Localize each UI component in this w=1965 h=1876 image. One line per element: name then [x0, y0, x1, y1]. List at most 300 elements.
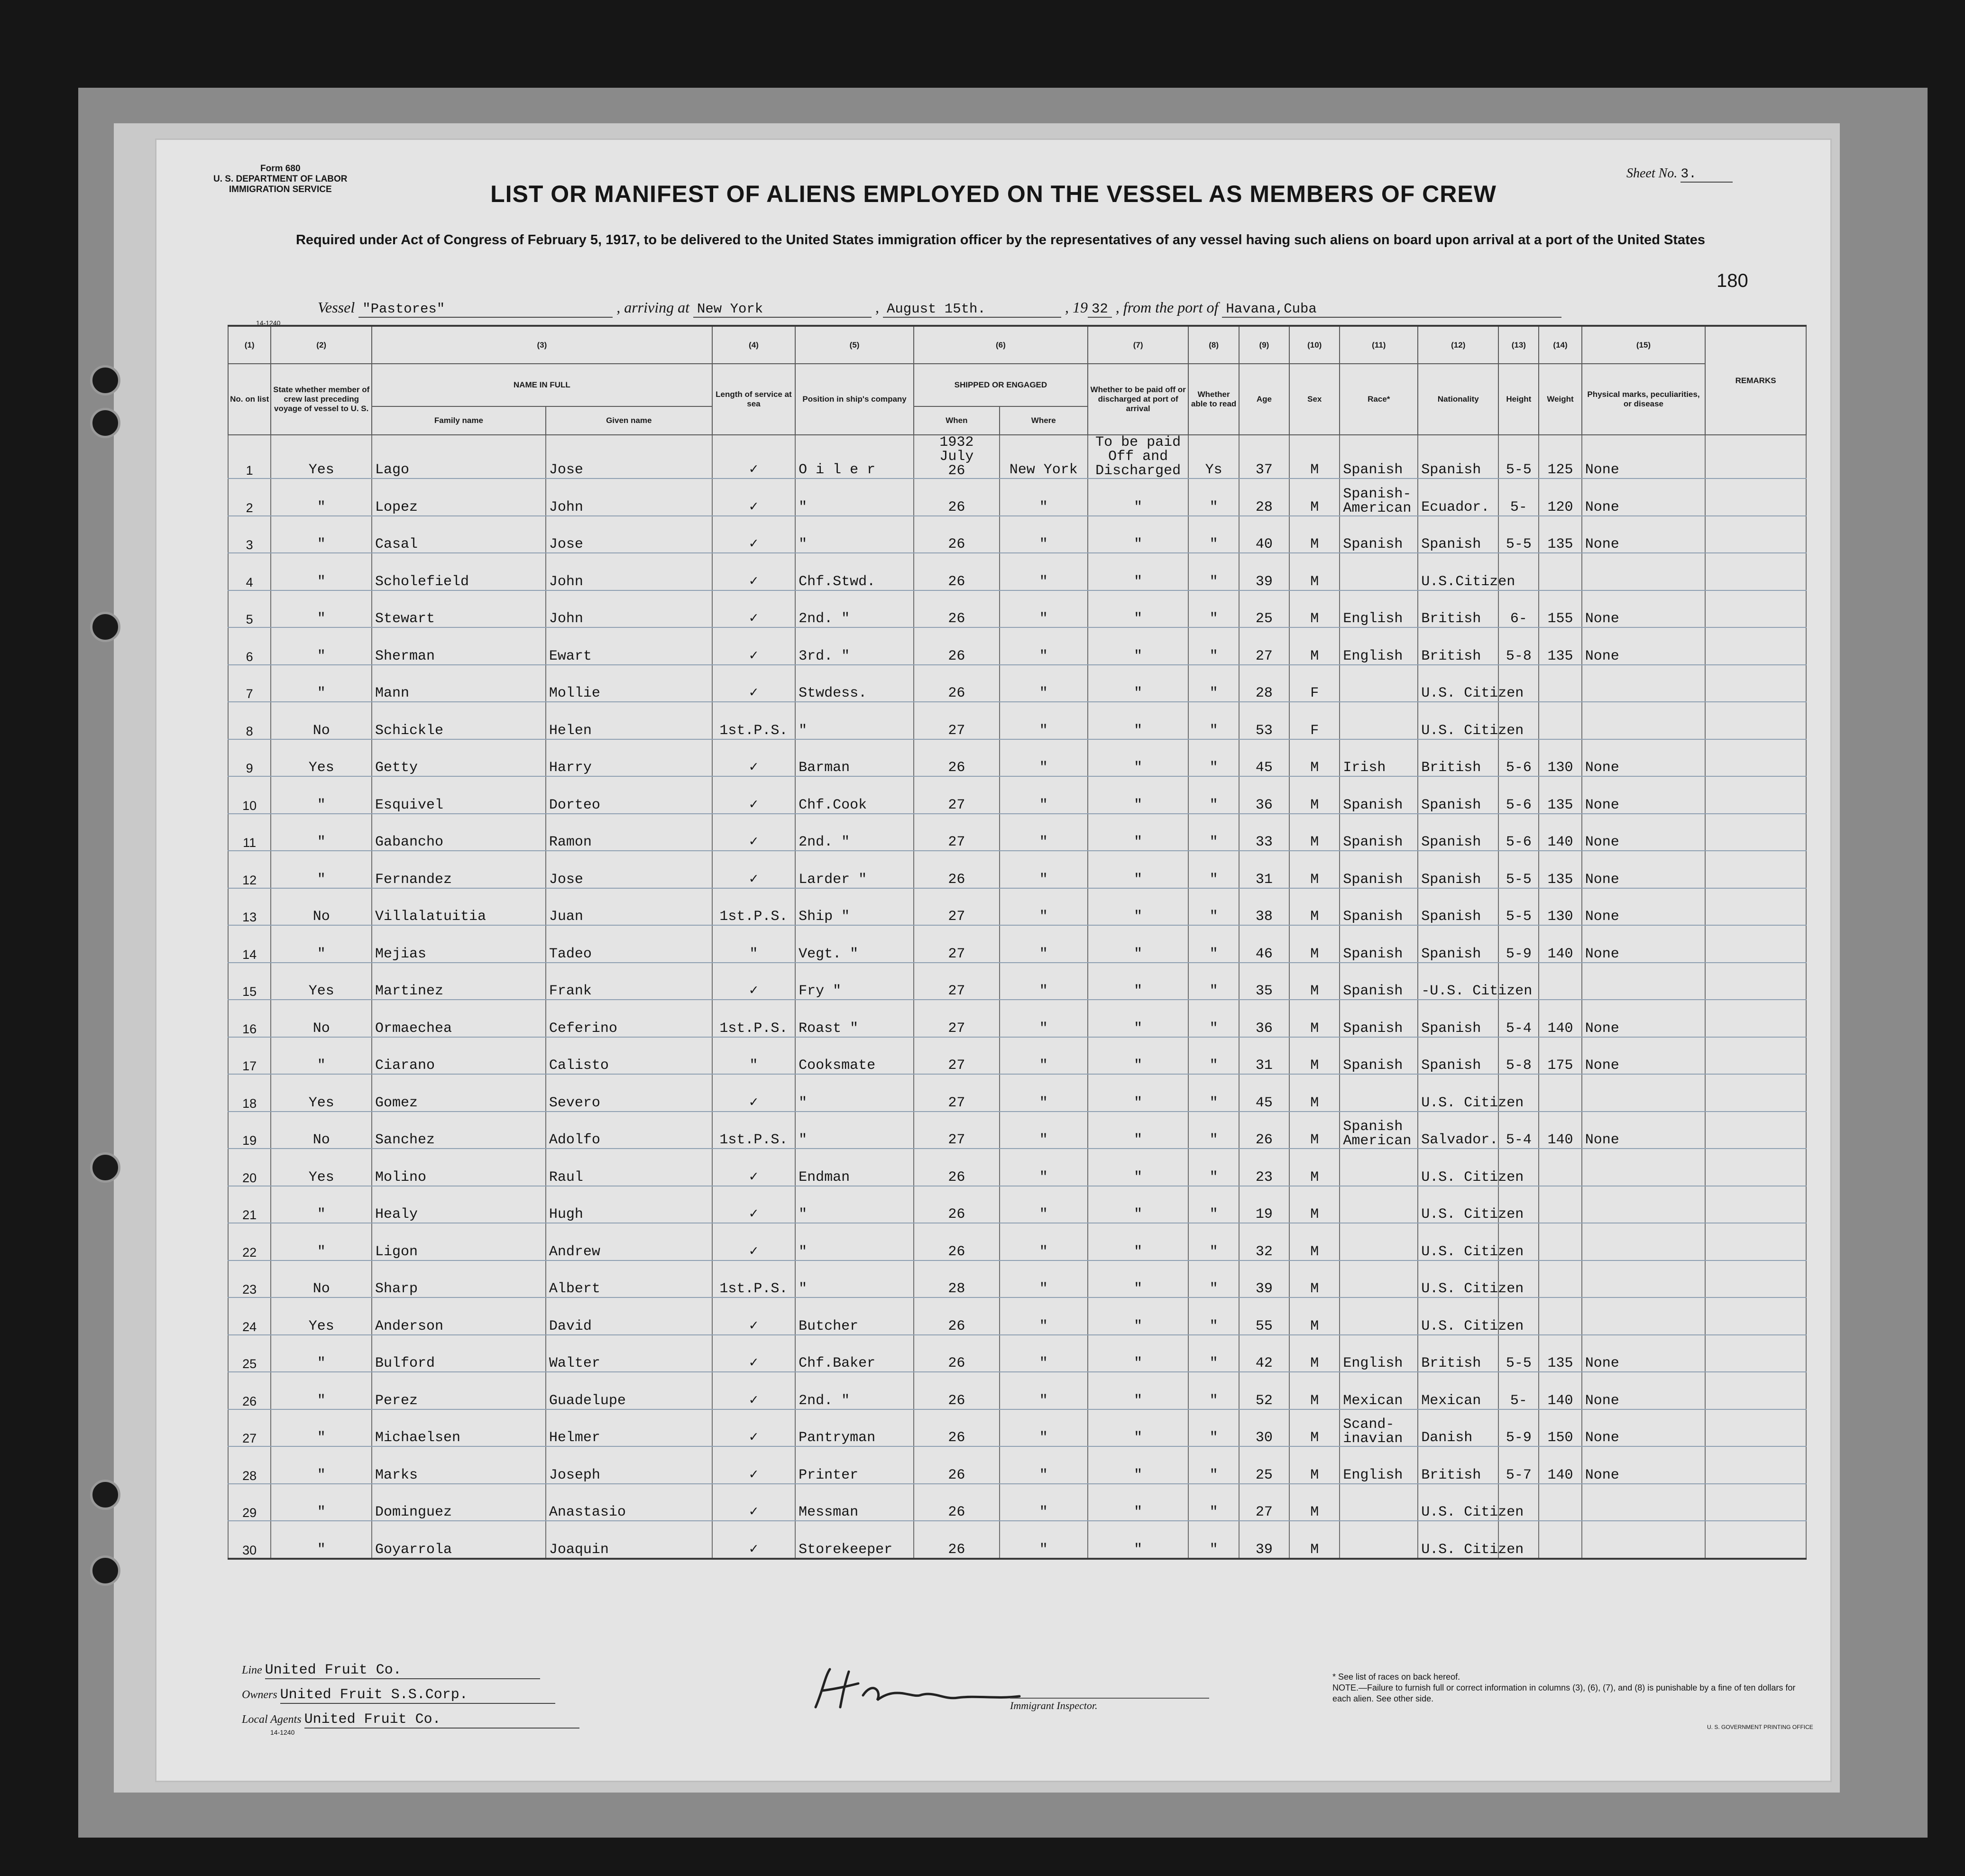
table-row: [228, 1297, 1806, 1335]
cell-paid-off: ": [1088, 925, 1189, 963]
cell-sex: M: [1289, 851, 1340, 888]
year-prefix: 19: [1072, 299, 1088, 316]
cell-prev-voyage: No: [271, 888, 372, 926]
cell-given-name: John: [546, 553, 712, 590]
cell-remarks: [1705, 1074, 1806, 1112]
service-name: IMMIGRATION SERVICE: [229, 184, 332, 194]
arrival-year: 32: [1088, 301, 1112, 318]
cell-age: 31: [1239, 1037, 1289, 1075]
cell-length-service: ✓: [712, 435, 795, 478]
cell-prev-voyage: No: [271, 702, 372, 739]
cell-given-name: Severo: [546, 1074, 712, 1112]
cell-shipped-where: ": [1000, 553, 1088, 590]
sheet-number-value: 3.: [1680, 167, 1733, 183]
cell-able-read: Ys: [1188, 435, 1239, 478]
cell-physical-marks: None: [1582, 814, 1705, 851]
inspector-signature: [797, 1662, 1043, 1714]
cell-race: Spanish- American: [1340, 478, 1418, 516]
cell-length-service: 1st.P.S.: [712, 1000, 795, 1037]
cell-family-name: Molino: [372, 1149, 546, 1186]
footer-owners: [242, 1687, 555, 1704]
inspector-label: Immigrant Inspector.: [1010, 1698, 1209, 1712]
cell-shipped-where: ": [1000, 478, 1088, 516]
cell-race: [1340, 1223, 1418, 1260]
cell-nationality: British: [1418, 739, 1498, 777]
cell-paid-off: ": [1088, 553, 1189, 590]
cell-length-service: ✓: [712, 516, 795, 553]
table-row: [228, 1260, 1806, 1298]
cell-length-service: ✓: [712, 1186, 795, 1223]
cell-physical-marks: None: [1582, 1335, 1705, 1372]
note-fine: NOTE.—Failure to furnish full or correct information in columns (3), (6), (7), and (8) is punishable by a fine of ten dollars for each alien. See other side.: [1332, 1683, 1796, 1703]
cell-paid-off: ": [1088, 888, 1189, 926]
cell-position: Printer: [795, 1446, 914, 1484]
cell-physical-marks: None: [1582, 516, 1705, 553]
cell-weight: 140: [1539, 1000, 1581, 1037]
cell-prev-voyage: ": [271, 478, 372, 516]
cell-nationality: British: [1418, 627, 1498, 665]
cell-position: 3rd. ": [795, 627, 914, 665]
cell-prev-voyage: ": [271, 1186, 372, 1223]
cell-paid-off: ": [1088, 1074, 1189, 1112]
cell-given-name: John: [546, 478, 712, 516]
cell-shipped-when: 26: [914, 1372, 1000, 1409]
cell-sex: M: [1289, 1297, 1340, 1335]
cell-shipped-when: 27: [914, 702, 1000, 739]
cell-given-name: Mollie: [546, 665, 712, 702]
cell-weight: [1539, 1074, 1581, 1112]
cell-able-read: ": [1188, 665, 1239, 702]
col-num-3: (3): [372, 326, 712, 364]
cell-row-number: 30: [228, 1521, 271, 1559]
cell-row-number: 16: [228, 1000, 271, 1037]
cell-race: [1340, 1074, 1418, 1112]
cell-family-name: Ligon: [372, 1223, 546, 1260]
crew-rows: [228, 435, 1806, 1559]
cell-physical-marks: None: [1582, 435, 1705, 478]
cell-family-name: Lago: [372, 435, 546, 478]
cell-family-name: Goyarrola: [372, 1521, 546, 1559]
cell-age: 53: [1239, 702, 1289, 739]
cell-shipped-where: ": [1000, 1521, 1088, 1559]
cell-row-number: 28: [228, 1446, 271, 1484]
cell-able-read: ": [1188, 1037, 1239, 1075]
cell-able-read: ": [1188, 1297, 1239, 1335]
cell-shipped-where: ": [1000, 1409, 1088, 1447]
cell-able-read: ": [1188, 590, 1239, 628]
cell-prev-voyage: ": [271, 1372, 372, 1409]
cell-length-service: 1st.P.S.: [712, 702, 795, 739]
cell-shipped-where: ": [1000, 1149, 1088, 1186]
cell-nationality: Spanish: [1418, 776, 1498, 814]
col-position: Position in ship's company: [795, 364, 914, 435]
cell-paid-off: ": [1088, 1000, 1189, 1037]
cell-age: 45: [1239, 1074, 1289, 1112]
cell-height: 5-5: [1498, 1335, 1539, 1372]
cell-shipped-where: ": [1000, 516, 1088, 553]
cell-nationality: British: [1418, 590, 1498, 628]
cell-prev-voyage: Yes: [271, 1149, 372, 1186]
cell-sex: M: [1289, 814, 1340, 851]
cell-height: 5-: [1498, 1372, 1539, 1409]
cell-prev-voyage: ": [271, 590, 372, 628]
cell-given-name: Walter: [546, 1335, 712, 1372]
cell-prev-voyage: ": [271, 1037, 372, 1075]
cell-position: ": [795, 1074, 914, 1112]
cell-sex: M: [1289, 1372, 1340, 1409]
cell-prev-voyage: No: [271, 1260, 372, 1298]
cell-able-read: ": [1188, 1446, 1239, 1484]
cell-age: 52: [1239, 1372, 1289, 1409]
cell-sex: M: [1289, 1484, 1340, 1521]
cell-physical-marks: None: [1582, 739, 1705, 777]
cell-paid-off: ": [1088, 1149, 1189, 1186]
cell-nationality: U.S. Citizen: [1418, 665, 1498, 702]
cell-remarks: [1705, 963, 1806, 1000]
cell-weight: 140: [1539, 1372, 1581, 1409]
table-row: [228, 1149, 1806, 1186]
cell-physical-marks: None: [1582, 1372, 1705, 1409]
cell-paid-off: ": [1088, 627, 1189, 665]
cell-shipped-when: 26: [914, 1446, 1000, 1484]
cell-given-name: Joaquin: [546, 1521, 712, 1559]
cell-nationality: U.S.Citizen: [1418, 553, 1498, 590]
cell-row-number: 22: [228, 1223, 271, 1260]
cell-able-read: ": [1188, 925, 1239, 963]
cell-shipped-when: 27: [914, 776, 1000, 814]
cell-shipped-when: 26: [914, 478, 1000, 516]
cell-race: Spanish: [1340, 435, 1418, 478]
cell-position: Chf.Cook: [795, 776, 914, 814]
table-row: [228, 814, 1806, 851]
cell-shipped-when: 27: [914, 814, 1000, 851]
cell-physical-marks: [1582, 963, 1705, 1000]
cell-shipped-where: ": [1000, 776, 1088, 814]
cell-family-name: Schickle: [372, 702, 546, 739]
cell-length-service: ": [712, 925, 795, 963]
cell-age: 25: [1239, 590, 1289, 628]
cell-physical-marks: [1582, 553, 1705, 590]
cell-shipped-when: 27: [914, 1074, 1000, 1112]
cell-family-name: Anderson: [372, 1297, 546, 1335]
cell-length-service: 1st.P.S.: [712, 888, 795, 926]
cell-age: 39: [1239, 1521, 1289, 1559]
cell-position: Endman: [795, 1149, 914, 1186]
cell-length-service: ✓: [712, 814, 795, 851]
cell-weight: [1539, 1186, 1581, 1223]
cell-row-number: 12: [228, 851, 271, 888]
table-row: [228, 1186, 1806, 1223]
cell-shipped-when: 26: [914, 1223, 1000, 1260]
cell-race: [1340, 1521, 1418, 1559]
table-row: [228, 963, 1806, 1000]
col-length-service: Length of service at sea: [712, 364, 795, 435]
cell-family-name: Lopez: [372, 478, 546, 516]
cell-paid-off: ": [1088, 1409, 1189, 1447]
cell-shipped-when: 26: [914, 553, 1000, 590]
cell-paid-off: ": [1088, 702, 1189, 739]
cell-age: 35: [1239, 963, 1289, 1000]
cell-shipped-where: ": [1000, 1112, 1088, 1149]
cell-height: 5-4: [1498, 1112, 1539, 1149]
cell-family-name: Sharp: [372, 1260, 546, 1298]
cell-physical-marks: [1582, 1521, 1705, 1559]
cell-sex: M: [1289, 1037, 1340, 1075]
cell-nationality: Spanish: [1418, 851, 1498, 888]
table-row: [228, 1409, 1806, 1447]
cell-age: 25: [1239, 1446, 1289, 1484]
cell-able-read: ": [1188, 888, 1239, 926]
cell-given-name: Helen: [546, 702, 712, 739]
cell-remarks: [1705, 925, 1806, 963]
cell-row-number: 6: [228, 627, 271, 665]
agents-form-code: 14-1240: [270, 1729, 295, 1736]
col-paid-off: Whether to be paid off or discharged at port of arrival: [1088, 364, 1189, 435]
cell-prev-voyage: No: [271, 1112, 372, 1149]
form-number: Form 680: [260, 164, 301, 174]
cell-weight: 140: [1539, 1112, 1581, 1149]
col-where: Where: [1000, 406, 1088, 435]
table-row: [228, 478, 1806, 516]
cell-prev-voyage: Yes: [271, 435, 372, 478]
cell-family-name: Stewart: [372, 590, 546, 628]
cell-physical-marks: None: [1582, 851, 1705, 888]
cell-family-name: Sanchez: [372, 1112, 546, 1149]
cell-prev-voyage: Yes: [271, 739, 372, 777]
cell-shipped-when: 26: [914, 627, 1000, 665]
cell-height: 5-: [1498, 478, 1539, 516]
page-subtitle: Required under Act of Congress of February 5, 1917, to be delivered to the United States immigration officer by the representatives of any vessel having such aliens on board upon arrival at a port of the United States: [295, 232, 1706, 248]
cell-shipped-when: 26: [914, 1297, 1000, 1335]
agents-label: Local Agents: [242, 1713, 302, 1726]
col-num-5: (5): [795, 326, 914, 364]
cell-paid-off: ": [1088, 1112, 1189, 1149]
cell-position: 2nd. ": [795, 590, 914, 628]
cell-row-number: 10: [228, 776, 271, 814]
cell-height: 5-5: [1498, 888, 1539, 926]
cell-position: Cooksmate: [795, 1037, 914, 1075]
cell-weight: [1539, 1260, 1581, 1298]
cell-nationality: U.S. Citizen: [1418, 1484, 1498, 1521]
table-row: [228, 665, 1806, 702]
col-num-13: (13): [1498, 326, 1539, 364]
cell-weight: 155: [1539, 590, 1581, 628]
cell-race: Spanish American: [1340, 1112, 1418, 1149]
cell-row-number: 27: [228, 1409, 271, 1447]
cell-able-read: ": [1188, 516, 1239, 553]
cell-weight: 125: [1539, 435, 1581, 478]
cell-age: 26: [1239, 1112, 1289, 1149]
cell-physical-marks: None: [1582, 1000, 1705, 1037]
cell-race: Spanish: [1340, 776, 1418, 814]
cell-position: Roast ": [795, 1000, 914, 1037]
cell-length-service: 1st.P.S.: [712, 1260, 795, 1298]
cell-shipped-where: ": [1000, 1335, 1088, 1372]
cell-given-name: Anastasio: [546, 1484, 712, 1521]
cell-family-name: Healy: [372, 1186, 546, 1223]
cell-row-number: 3: [228, 516, 271, 553]
page-number: 180: [1717, 270, 1748, 291]
cell-paid-off: ": [1088, 1260, 1189, 1298]
cell-physical-marks: None: [1582, 1409, 1705, 1447]
cell-weight: 150: [1539, 1409, 1581, 1447]
cell-sex: M: [1289, 1335, 1340, 1372]
cell-shipped-where: ": [1000, 1484, 1088, 1521]
cell-able-read: ": [1188, 1335, 1239, 1372]
cell-prev-voyage: ": [271, 665, 372, 702]
cell-prev-voyage: No: [271, 1000, 372, 1037]
col-prev-voyage: State whether member of crew last preceding voyage of vessel to U. S.: [271, 364, 372, 435]
cell-length-service: ✓: [712, 776, 795, 814]
cell-able-read: ": [1188, 851, 1239, 888]
cell-family-name: Perez: [372, 1372, 546, 1409]
cell-nationality: U.S. Citizen: [1418, 1223, 1498, 1260]
cell-able-read: ": [1188, 1186, 1239, 1223]
cell-shipped-when: 27: [914, 925, 1000, 963]
cell-weight: 135: [1539, 1335, 1581, 1372]
cell-shipped-when: 26: [914, 665, 1000, 702]
cell-nationality: -U.S. Citizen: [1418, 963, 1498, 1000]
col-no-on-list: No. on list: [228, 364, 271, 435]
cell-row-number: 13: [228, 888, 271, 926]
cell-family-name: Fernandez: [372, 851, 546, 888]
cell-shipped-when: 27: [914, 1112, 1000, 1149]
cell-prev-voyage: ": [271, 1409, 372, 1447]
cell-race: Spanish: [1340, 516, 1418, 553]
cell-weight: 135: [1539, 627, 1581, 665]
cell-physical-marks: [1582, 1223, 1705, 1260]
cell-given-name: Jose: [546, 435, 712, 478]
cell-able-read: ": [1188, 1372, 1239, 1409]
cell-shipped-when: 26: [914, 739, 1000, 777]
agents-value: United Fruit Co.: [304, 1711, 579, 1729]
arriving-label: , arriving at: [616, 299, 689, 316]
cell-race: [1340, 1186, 1418, 1223]
cell-height: 5-8: [1498, 627, 1539, 665]
cell-sex: M: [1289, 739, 1340, 777]
cell-race: [1340, 1484, 1418, 1521]
note-races: * See list of races on back hereof.: [1332, 1672, 1460, 1682]
cell-shipped-where: ": [1000, 1260, 1088, 1298]
cell-remarks: [1705, 1484, 1806, 1521]
cell-given-name: Joseph: [546, 1446, 712, 1484]
cell-race: Spanish: [1340, 925, 1418, 963]
cell-remarks: [1705, 702, 1806, 739]
cell-shipped-where: ": [1000, 963, 1088, 1000]
cell-row-number: 29: [228, 1484, 271, 1521]
col-weight: Weight: [1539, 364, 1581, 435]
cell-remarks: [1705, 739, 1806, 777]
col-num-14: (14): [1539, 326, 1581, 364]
from-label: , from the port of: [1115, 299, 1219, 316]
cell-row-number: 18: [228, 1074, 271, 1112]
cell-row-number: 15: [228, 963, 271, 1000]
cell-able-read: ": [1188, 739, 1239, 777]
cell-able-read: ": [1188, 1409, 1239, 1447]
cell-paid-off: ": [1088, 963, 1189, 1000]
cell-prev-voyage: ": [271, 516, 372, 553]
cell-race: English: [1340, 590, 1418, 628]
table-row: [228, 739, 1806, 777]
col-age: Age: [1239, 364, 1289, 435]
table-row: [228, 627, 1806, 665]
cell-shipped-where: ": [1000, 702, 1088, 739]
cell-position: ": [795, 1223, 914, 1260]
cell-shipped-when: 26: [914, 1521, 1000, 1559]
cell-race: Spanish: [1340, 1000, 1418, 1037]
table-row: [228, 776, 1806, 814]
cell-physical-marks: None: [1582, 776, 1705, 814]
cell-weight: [1539, 553, 1581, 590]
cell-length-service: ✓: [712, 1521, 795, 1559]
cell-shipped-where: ": [1000, 1186, 1088, 1223]
cell-age: 27: [1239, 1484, 1289, 1521]
cell-paid-off: ": [1088, 1372, 1189, 1409]
cell-sex: F: [1289, 665, 1340, 702]
cell-weight: 130: [1539, 888, 1581, 926]
cell-sex: M: [1289, 435, 1340, 478]
cell-position: Fry ": [795, 963, 914, 1000]
cell-sex: M: [1289, 590, 1340, 628]
cell-weight: [1539, 1297, 1581, 1335]
cell-row-number: 7: [228, 665, 271, 702]
cell-race: Spanish: [1340, 963, 1418, 1000]
cell-physical-marks: [1582, 1484, 1705, 1521]
cell-nationality: Spanish: [1418, 925, 1498, 963]
cell-length-service: ✓: [712, 1297, 795, 1335]
cell-position: Chf.Stwd.: [795, 553, 914, 590]
cell-shipped-when: 27: [914, 1000, 1000, 1037]
table-row: [228, 1112, 1806, 1149]
cell-row-number: 26: [228, 1372, 271, 1409]
cell-position: Pantryman: [795, 1409, 914, 1447]
line-label: Line: [242, 1664, 262, 1676]
cell-race: Spanish: [1340, 814, 1418, 851]
cell-able-read: ": [1188, 1260, 1239, 1298]
cell-position: ": [795, 1186, 914, 1223]
cell-position: Storekeeper: [795, 1521, 914, 1559]
cell-physical-marks: [1582, 1297, 1705, 1335]
cell-shipped-where: ": [1000, 1297, 1088, 1335]
cell-race: [1340, 1297, 1418, 1335]
cell-remarks: [1705, 814, 1806, 851]
cell-family-name: Esquivel: [372, 776, 546, 814]
cell-length-service: ✓: [712, 1149, 795, 1186]
cell-paid-off: ": [1088, 1484, 1189, 1521]
cell-shipped-when: 28: [914, 1260, 1000, 1298]
cell-sex: M: [1289, 627, 1340, 665]
col-shipped-engaged: SHIPPED OR ENGAGED: [914, 364, 1088, 406]
cell-given-name: Ewart: [546, 627, 712, 665]
cell-prev-voyage: Yes: [271, 1297, 372, 1335]
cell-paid-off: ": [1088, 1297, 1189, 1335]
cell-given-name: Calisto: [546, 1037, 712, 1075]
cell-race: Spanish: [1340, 851, 1418, 888]
cell-row-number: 14: [228, 925, 271, 963]
cell-family-name: Getty: [372, 739, 546, 777]
cell-family-name: Mejias: [372, 925, 546, 963]
col-num-8: (8): [1188, 326, 1239, 364]
col-num-9: (9): [1239, 326, 1289, 364]
cell-able-read: ": [1188, 553, 1239, 590]
cell-family-name: Michaelsen: [372, 1409, 546, 1447]
cell-shipped-where: ": [1000, 1074, 1088, 1112]
cell-paid-off: ": [1088, 1223, 1189, 1260]
cell-remarks: [1705, 478, 1806, 516]
cell-height: 5-4: [1498, 1000, 1539, 1037]
cell-sex: M: [1289, 1260, 1340, 1298]
col-num-4: (4): [712, 326, 795, 364]
